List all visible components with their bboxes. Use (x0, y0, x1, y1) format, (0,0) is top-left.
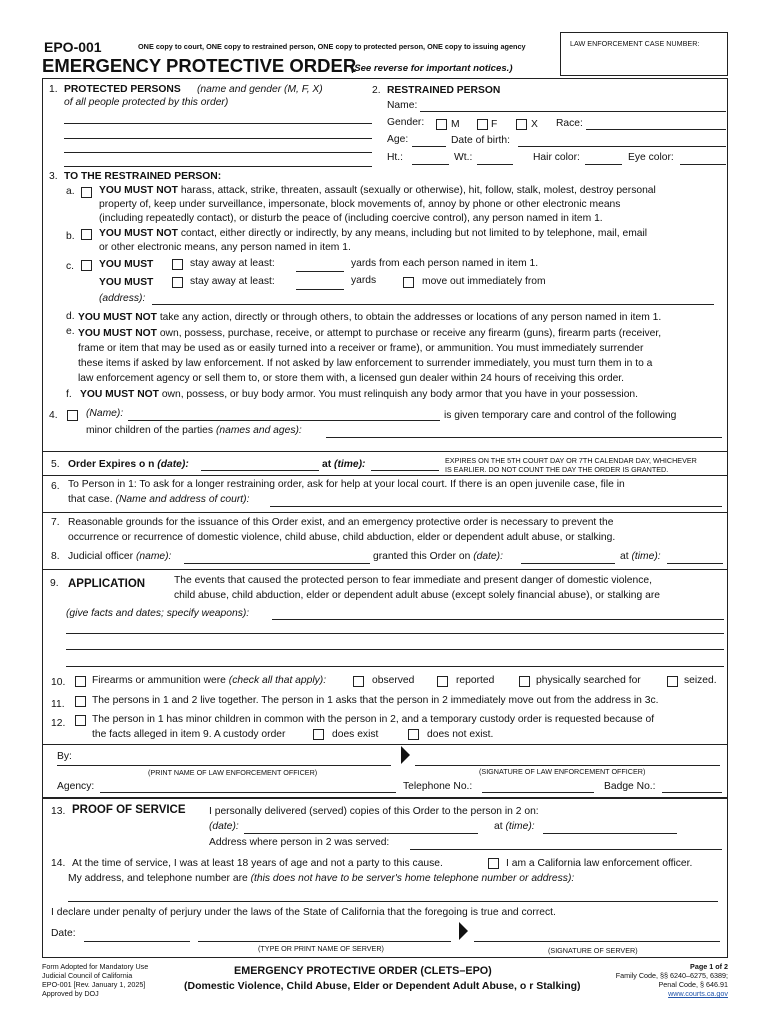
item11-number: 11. (51, 699, 65, 710)
expires-time-hint: (time): (334, 459, 366, 470)
address-label: (address): (99, 293, 146, 304)
item3a-must-not: YOU MUST NOT (99, 185, 178, 196)
height-label: Ht.: (387, 152, 404, 163)
custody-exists-label: does exist (332, 729, 379, 740)
gender-x-checkbox[interactable] (516, 119, 527, 130)
application-line-1[interactable] (272, 619, 724, 620)
officer-sig-caption: (SIGNATURE OF LAW ENFORCEMENT OFFICER) (479, 767, 646, 776)
agency-label: Agency: (57, 781, 95, 792)
seized-checkbox[interactable] (667, 676, 678, 687)
protected-person-line-1[interactable] (64, 123, 372, 124)
item13-text: I personally delivered (served) copies of this Order to the person in 2 on: (209, 806, 539, 817)
officer-checkbox[interactable] (488, 858, 499, 869)
expires-note-1: EXPIRES ON THE 5TH COURT DAY OR 7TH CALENDAR DAY, WHICHEVER (445, 456, 697, 465)
item3f-text: own, possess, or buy body armor. You must relinquish any body armor that you have in your possession. (158, 389, 639, 400)
item3a-letter: a. (66, 186, 75, 197)
item3e-line1 (78, 327, 661, 340)
item1-label: PROTECTED PERSONS (64, 84, 181, 95)
stay-away-yards-field-2[interactable] (296, 289, 344, 290)
move-out-label: move out immediately from (422, 276, 546, 287)
item2-label: RESTRAINED PERSON (387, 85, 501, 96)
item4-minor-text: minor children of the parties (86, 425, 214, 436)
item14-line2 (68, 872, 574, 885)
item14-line1: At the time of service, I was at least 18 years of age and not a party to this cause. (72, 858, 443, 869)
firearms-hint: (check all that apply): (228, 675, 327, 686)
item4-name-hint: (Name): (86, 408, 124, 419)
server-sig-caption: (SIGNATURE OF SERVER) (548, 946, 638, 955)
item6-line2 (68, 493, 249, 506)
divider (42, 569, 727, 570)
case-number-box[interactable] (560, 32, 728, 76)
race-field[interactable] (586, 129, 726, 130)
item3b-letter: b. (66, 231, 75, 242)
gender-m-label: M (451, 119, 460, 130)
application-line-2[interactable] (66, 633, 724, 634)
item13-number: 13. (51, 806, 66, 817)
page-title: EMERGENCY PROTECTIVE ORDER (42, 55, 357, 76)
item3e-line2: frame or item that may be used as or easily turned into a receiver or frame), or ammunition. You must immediately surrender (78, 343, 644, 354)
item1-number: 1. (49, 84, 58, 95)
stay-away-label-2: stay away at least: (190, 276, 275, 287)
footer-revision: EPO-001 [Rev. January 1, 2025] (42, 980, 146, 989)
item14-number: 14. (51, 858, 66, 869)
eye-field[interactable] (680, 164, 726, 165)
item3b-text1: contact, either directly or indirectly, by any means, including but not limited to by telephone, mail, email (177, 228, 648, 239)
item12-line2: the facts alleged in item 9. A custody order (92, 729, 286, 740)
service-date-hint: (date): (209, 821, 239, 832)
item3f-line (80, 388, 638, 401)
badge-field[interactable] (662, 792, 722, 793)
item3c-must-2: YOU MUST (99, 277, 154, 288)
restrained-name-label: Name: (387, 100, 418, 111)
eye-label: Eye color: (628, 152, 674, 163)
granted-text: granted this Order on (373, 551, 471, 562)
firearms-checkbox[interactable] (75, 676, 86, 687)
hair-field[interactable] (585, 164, 622, 165)
item3e-letter: e. (66, 326, 75, 337)
reported-checkbox[interactable] (437, 676, 448, 687)
expires-time-field[interactable] (371, 470, 439, 471)
item1-hint2: of all people protected by this order) (64, 97, 229, 108)
protected-person-line-4[interactable] (64, 166, 372, 167)
expires-date-field[interactable] (201, 470, 319, 471)
gender-f-checkbox[interactable] (477, 119, 488, 130)
observed-label: observed (372, 675, 415, 686)
agency-field[interactable] (100, 792, 396, 793)
hair-label: Hair color: (533, 152, 580, 163)
copies-note: ONE copy to court, ONE copy to restrained person, ONE copy to protected person, ONE copy to issuing agency (138, 42, 526, 51)
firearms-label (92, 674, 326, 687)
height-field[interactable] (412, 164, 449, 165)
item7-line1: Reasonable grounds for the issuance of this Order exist, and an emergency protective order is necessary to prevent the (68, 517, 614, 528)
item3c-must: YOU MUST (99, 259, 154, 270)
application-label: APPLICATION (68, 578, 146, 590)
item3d-letter: d. (66, 311, 75, 322)
divider (42, 475, 727, 476)
item3c-checkbox[interactable] (81, 260, 92, 271)
item8-number: 8. (51, 551, 60, 562)
item11-text: The persons in 1 and 2 live together. The person in 1 asks that the person in 2 immediately move out from the address in 3c. (92, 695, 659, 706)
reverse-note: (See reverse for important notices.) (351, 63, 513, 74)
footer-title: EMERGENCY PROTECTIVE ORDER (CLETS–EPO) (234, 965, 492, 977)
officer-print-caption: (PRINT NAME OF LAW ENFORCEMENT OFFICER) (148, 768, 318, 777)
expires-at-text: at (322, 459, 332, 470)
service-at (494, 820, 535, 833)
courts-link[interactable]: www.courts.ca.gov (668, 989, 728, 998)
officer-signature-field[interactable] (415, 765, 720, 766)
item6-text2: that case. (68, 494, 113, 505)
item3f-letter: f. (66, 389, 72, 400)
item4-text2 (86, 424, 302, 437)
weight-label: Wt.: (454, 152, 473, 163)
item9-line1: The events that caused the protected person to fear immediate and present danger of domestic violence, (174, 575, 652, 586)
item6-line1: To Person in 1: To ask for a longer restraining order, ask for help at your local court. If there is an open juvenile case, file in (68, 479, 625, 490)
gender-m-checkbox[interactable] (436, 119, 447, 130)
granted-at-text: at (620, 551, 629, 562)
proof-of-service-label: PROOF OF SERVICE (72, 804, 186, 816)
item3d-must-not: YOU MUST NOT (78, 312, 157, 323)
stay-away-checkbox-2[interactable] (172, 277, 183, 288)
item12-line1: The person in 1 has minor children in common with the person in 2, and a temporary custody order is requested because of (92, 714, 655, 725)
expires-at (322, 458, 366, 471)
item8-label (68, 550, 171, 563)
stay-away-label-1: stay away at least: (190, 258, 275, 269)
item12-number: 12. (51, 718, 66, 729)
judicial-name-hint: (name): (135, 551, 172, 562)
item7-line2: occurrence or recurrence of domestic violence, child abuse, child abduction, elder or dependent adult abuse, or stalking. (68, 532, 616, 543)
application-line-3[interactable] (66, 649, 724, 650)
item5-number: 5. (51, 459, 60, 470)
signature-arrow-icon (459, 922, 468, 940)
officer-name-field[interactable] (57, 765, 391, 766)
restrained-name-field[interactable] (420, 111, 726, 112)
item14-hint: (this does not have to be server's home telephone number or address): (250, 873, 575, 884)
weight-field[interactable] (477, 164, 513, 165)
case-number-label: LAW ENFORCEMENT CASE NUMBER: (570, 39, 700, 48)
declaration-text: I declare under penalty of perjury under the laws of the State of California that the foregoing is true and correct. (51, 907, 556, 918)
item3a-line3: (including repeatedly contact), or disturb the peace of (including coercive control), any person named in item 1. (99, 213, 603, 224)
item3a-line1 (99, 184, 656, 197)
item10-number: 10. (51, 677, 66, 688)
item3e-text1: own, possess, purchase, receive, or attempt to purchase or receive any firearm (guns), firearm parts (receiver, (156, 328, 662, 339)
granted-date-field[interactable] (521, 563, 615, 564)
item3-number: 3. (49, 171, 58, 182)
expires-text: Order Expires o n (68, 459, 155, 470)
server-signature-field[interactable] (474, 941, 720, 942)
item14-text2: My address, and telephone number are (68, 873, 248, 884)
item3e-line3: these items if asked by law enforcement. If not asked by law enforcement to surrender immediately, you must turn them in to a (78, 358, 653, 369)
item9-line2: child abuse, child abduction, elder or dependent adult abuse (except solely financial abuse), or stalking are (174, 590, 660, 601)
divider (42, 512, 727, 513)
footer-penal-code: Penal Code, § 646.91 (658, 980, 728, 989)
item3e-line4: law enforcement agency or sell them to, or store them with, a licensed gun dealer within 24 hours of receiving this order. (78, 373, 625, 384)
race-label: Race: (556, 118, 583, 129)
firearms-text: Firearms or ammunition were (92, 675, 226, 686)
item3-label: TO THE RESTRAINED PERSON: (64, 171, 222, 182)
item4-number: 4. (49, 410, 58, 421)
item7-number: 7. (51, 517, 60, 528)
searched-label: physically searched for (536, 675, 641, 686)
observed-checkbox[interactable] (353, 676, 364, 687)
by-label: By: (57, 751, 72, 762)
declaration-date-label: Date: (51, 928, 76, 939)
live-together-checkbox[interactable] (75, 696, 86, 707)
judicial-officer-text: Judicial officer (68, 551, 134, 562)
item1-hint: (name and gender (M, F, X) (197, 84, 323, 95)
telephone-field[interactable] (482, 792, 594, 793)
item6-number: 6. (51, 481, 60, 492)
granted-at (620, 550, 661, 563)
divider (42, 451, 727, 452)
server-print-caption: (TYPE OR PRINT NAME OF SERVER) (258, 944, 384, 953)
footer-council: Judicial Council of California (42, 971, 133, 980)
custody-checkbox[interactable] (75, 715, 86, 726)
court-address-field[interactable] (270, 506, 722, 507)
item3d-line (78, 311, 661, 324)
gender-f-label: F (491, 119, 498, 130)
footer-approved: Approved by DOJ (42, 989, 99, 998)
judicial-officer-name-field[interactable] (184, 563, 370, 564)
yards-text-2: yards (351, 275, 377, 286)
item3a-checkbox[interactable] (81, 187, 92, 198)
protected-person-line-3[interactable] (64, 152, 372, 153)
page-number: Page 1 of 2 (690, 962, 728, 971)
server-name-field[interactable] (198, 941, 451, 942)
item3d-text: take any action, directly or through others, to obtain the addresses or locations of any person named in item 1. (156, 312, 662, 323)
item3b-checkbox[interactable] (81, 229, 92, 240)
stay-away-checkbox-1[interactable] (172, 259, 183, 270)
item4-text: is given temporary care and control of the following (444, 410, 677, 421)
declaration-date-field[interactable] (84, 941, 190, 942)
item4-hint: (names and ages): (215, 425, 302, 436)
custody-name-field[interactable] (128, 420, 440, 421)
item9-number: 9. (50, 578, 59, 589)
custody-not-exists-checkbox[interactable] (408, 729, 419, 740)
item3b-line2: or other electronic means, any person named in item 1. (99, 242, 351, 253)
custody-not-exists-label: does not exist. (427, 729, 494, 740)
gender-x-label: X (531, 119, 538, 130)
form-number: EPO-001 (44, 39, 102, 55)
footer-subtitle: (Domestic Violence, Child Abuse, Elder or Dependent Adult Abuse, o r Stalking) (184, 980, 581, 992)
age-label: Age: (387, 134, 409, 145)
item3b-must-not: YOU MUST NOT (99, 228, 178, 239)
service-time-field[interactable] (543, 833, 677, 834)
custody-exists-checkbox[interactable] (313, 729, 324, 740)
yards-from-text: yards from each person named in item 1. (351, 258, 539, 269)
footer-family-code: Family Code, §§ 6240–6275, 6389; (615, 971, 728, 980)
gender-label: Gender: (387, 117, 425, 128)
item3f-must-not: YOU MUST NOT (80, 389, 159, 400)
reported-label: reported (456, 675, 495, 686)
granted-label (373, 550, 503, 563)
item9-hint: (give facts and dates; specify weapons): (66, 608, 250, 619)
dob-label: Date of birth: (451, 135, 510, 146)
stay-away-yards-field-1[interactable] (296, 271, 344, 272)
service-at-text: at (494, 821, 503, 832)
protected-person-line-2[interactable] (64, 138, 372, 139)
granted-time-hint: (time): (631, 551, 661, 562)
age-field[interactable] (412, 146, 446, 147)
server-address-field[interactable] (68, 901, 718, 902)
item3a-text1: harass, attack, strike, threaten, assault (sexually or otherwise), hit, follow, stalk, molest, destroy personal (177, 185, 656, 196)
seized-label: seized. (684, 675, 717, 686)
service-time-hint: (time): (505, 821, 535, 832)
item4-checkbox[interactable] (67, 410, 78, 421)
item3e-must-not: YOU MUST NOT (78, 328, 157, 339)
granted-date-hint: (date): (473, 551, 503, 562)
children-names-field[interactable] (326, 437, 722, 438)
service-address-label: Address where person in 2 was served: (209, 837, 390, 848)
item6-hint: (Name and address of court): (115, 494, 250, 505)
telephone-label: Telephone No.: (403, 781, 473, 792)
dob-field[interactable] (518, 146, 726, 147)
granted-time-field[interactable] (667, 563, 723, 564)
item3b-line1 (99, 227, 647, 240)
badge-label: Badge No.: (604, 781, 656, 792)
searched-checkbox[interactable] (519, 676, 530, 687)
officer-check-label: I am a California law enforcement officer. (506, 858, 693, 869)
move-out-checkbox[interactable] (403, 277, 414, 288)
expires-label (68, 458, 189, 471)
service-date-field[interactable] (244, 833, 478, 834)
item3a-line2: property of, keep under surveillance, impersonate, block movements of, annoy by phone or other electronic means (99, 199, 621, 210)
item2-number: 2. (372, 85, 381, 96)
signature-arrow-icon (401, 746, 410, 764)
move-out-address-field[interactable] (152, 304, 714, 305)
footer-adopted: Form Adopted for Mandatory Use (42, 962, 149, 971)
divider (42, 744, 727, 745)
item3c-letter: c. (66, 261, 75, 272)
expires-note-2: IS EARLIER. DO NOT COUNT THE DAY THE ORDER IS GRANTED. (445, 465, 669, 474)
expires-date-hint: (date): (157, 459, 189, 470)
application-line-4[interactable] (66, 666, 724, 667)
service-address-field[interactable] (410, 849, 722, 850)
